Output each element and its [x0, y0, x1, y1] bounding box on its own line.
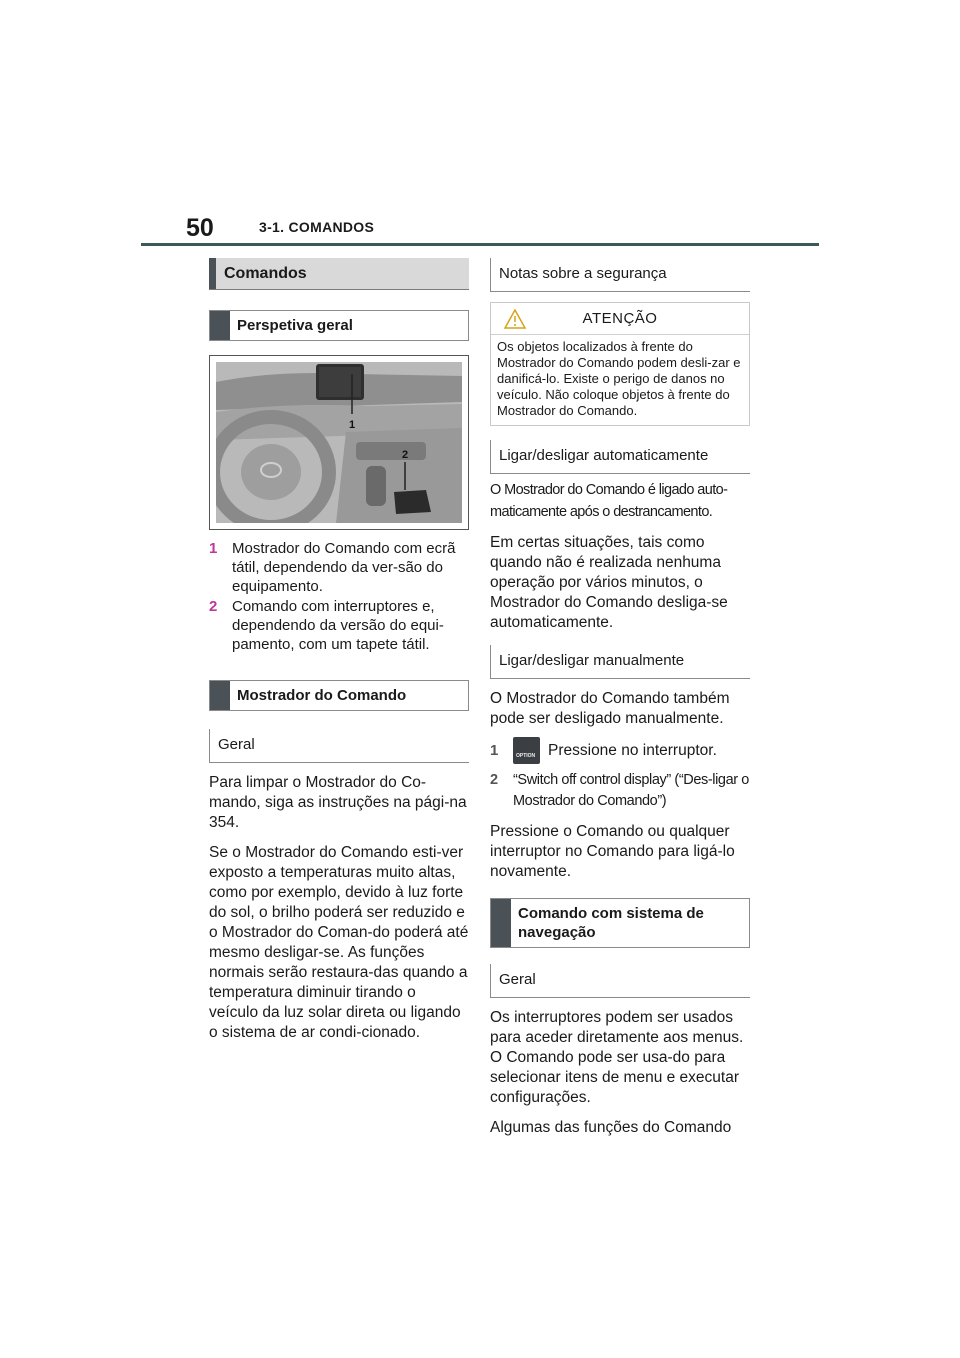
warning-text: Os objetos localizados à frente do Mostrador do Comando podem desli-zar e danificá-lo. Existe o perigo de danos no veículo. Não coloque objetos à frente do Mostrador do Comando.: [497, 339, 741, 418]
right-column: [490, 258, 750, 1138]
step-item: [490, 737, 750, 764]
topic-heading-auto: Ligar/desligar automaticamente: [490, 440, 750, 474]
dashboard-illustration: [216, 362, 462, 523]
option-button-icon: OPTION: [513, 737, 540, 764]
topic-heading-general: Geral: [209, 729, 469, 763]
warning-header: [491, 303, 749, 335]
paragraph: Se o Mostrador do Comando esti-ver exposto a temperaturas muito altas, como por exemplo, devido à luz forte do sol, o brilho poderá ser reduzido e o Mostrador do Coman-do poderá até mesmo desligar-se. As funções normais serão restaura-das quando a temperatura diminuir tirando o veículo da luz solar direta ou ligando o sistema de ar condi-cionado.: [209, 844, 469, 1041]
paragraph: Algumas das funções do Comando: [490, 1119, 732, 1136]
paragraph: Os interruptores podem ser usados para aceder diretamente aos menus. O Comando pode ser usa-do para selecionar itens de menu e executar configurações.: [490, 1009, 744, 1106]
legend-text: Mostrador do Comando com ecrã tátil, dependendo da ver-são do equipamento.: [232, 540, 456, 595]
step-item: [490, 770, 750, 812]
paragraph: O Mostrador do Comando também pode ser desligado manualmente.: [490, 690, 730, 727]
paragraph: Para limpar o Mostrador do Co-mando, siga as instruções na pági-na 354.: [209, 774, 467, 831]
paragraph: O Mostrador do Comando é ligado auto-maticamente após o destrancamento.: [490, 482, 728, 520]
subsection-heading-overview: Perspetiva geral: [209, 310, 469, 341]
legend-number: 2: [209, 598, 218, 615]
topic-heading-nav-general: Geral: [490, 964, 750, 998]
header-rule: [141, 243, 819, 246]
legend-text: Comando com interruptores e, dependendo da versão do equi-pamento, com um tapete tátil.: [232, 598, 444, 653]
topic-heading-manual: Ligar/desligar manualmente: [490, 645, 750, 679]
legend-item: [209, 597, 469, 654]
callout-label-1: 1: [349, 419, 356, 431]
steps-list: [490, 737, 750, 812]
legend-number: 1: [209, 540, 218, 557]
left-column: [209, 258, 469, 1043]
warning-box: [490, 302, 750, 426]
step-number: 1: [490, 742, 499, 759]
subsection-heading-navigation: Comando com sistema de navegação: [490, 898, 750, 948]
warning-triangle-icon: [504, 309, 526, 329]
page-number: 50: [186, 214, 214, 242]
section-heading-comandos: Comandos: [209, 258, 469, 290]
paragraph: Pressione o Comando ou qualquer interruptor no Comando para ligá-lo novamente.: [490, 823, 735, 880]
chapter-title: 3-1. COMANDOS: [259, 219, 375, 235]
step-number: 2: [490, 772, 498, 788]
step-text: “Switch off control display” (“Des-ligar o Mostrador do Comando”): [513, 772, 749, 809]
dashboard-figure: [209, 355, 469, 530]
step-text: Pressione no interruptor.: [548, 742, 717, 759]
legend-item: [209, 539, 469, 596]
topic-heading-safety: Notas sobre a segurança: [490, 258, 750, 292]
callout-label-2: 2: [402, 449, 409, 461]
subsection-heading-display: Mostrador do Comando: [209, 680, 469, 711]
paragraph: Em certas situações, tais como quando não é realizada nenhuma operação por vários minutos, o Mostrador do Comando desliga-se automaticamente.: [490, 534, 728, 631]
warning-title: ATENÇÃO: [582, 310, 658, 327]
figure-legend: [209, 539, 469, 654]
